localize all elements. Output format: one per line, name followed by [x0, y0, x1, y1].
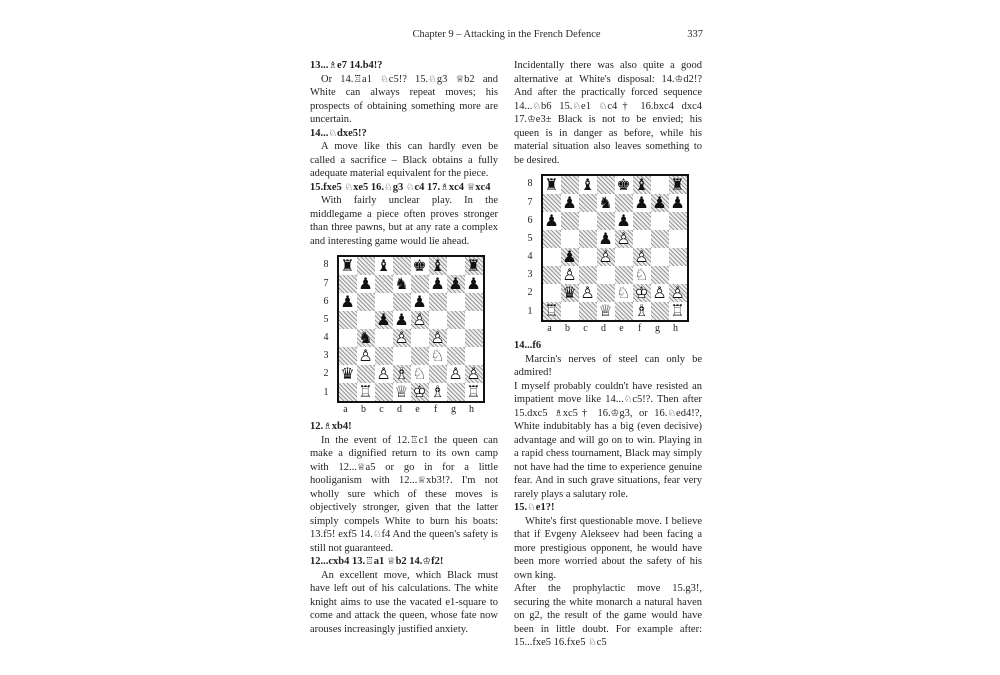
square-b7 — [357, 275, 375, 293]
square-f5 — [429, 311, 447, 329]
black-rook-piece: ♜ — [670, 175, 685, 194]
file-label: e — [619, 323, 624, 334]
square-c8 — [375, 257, 393, 275]
square-f3 — [633, 266, 651, 284]
square-f2 — [633, 284, 651, 302]
square-h1 — [465, 383, 483, 401]
rank-label: 6 — [323, 296, 329, 307]
chess-figurine: ♘ — [623, 394, 633, 405]
paragraph: White's first questionable move. I believe that if Evgeny Alekseev had been facing a more prestigious opponent, he would have been more worried about the safety of his own king. — [514, 515, 702, 581]
chapter-title: Chapter 9 – Attacking in the French Defence — [412, 29, 601, 40]
square-e8 — [615, 176, 633, 194]
black-pawn-piece: ♟ — [670, 193, 685, 212]
square-h8 — [669, 176, 687, 194]
square-h2 — [669, 284, 687, 302]
white-pawn-piece: ♟ ♙ — [634, 248, 648, 266]
square-h8 — [465, 257, 483, 275]
square-c6 — [579, 212, 597, 230]
square-d7 — [597, 194, 615, 212]
square-a7 — [543, 194, 561, 212]
file-label: g — [451, 404, 456, 415]
square-h4 — [669, 248, 687, 266]
white-knight-piece: ♞ ♘ — [634, 266, 648, 284]
white-pawn-piece: ♟ ♙ — [394, 329, 408, 347]
white-king-piece: ♚ ♔ — [634, 284, 648, 302]
paragraph: Incidentally there was also quite a good alternative at White's disposal: 14.♔d2!? And after the practically forced sequence 14...♘b6 15.♘e1 ♘c4† 16.bxc4 dxc4 17.♔e3± Black is not to be envied; his queen is in danger as before, while his material situation also leaves something to be desired. — [514, 60, 703, 166]
square-f7 — [429, 275, 447, 293]
move-line: 13...♗e7 14.b4!? — [310, 60, 383, 71]
square-f4 — [633, 248, 651, 266]
square-e4 — [615, 248, 633, 266]
square-b6 — [357, 293, 375, 311]
black-rook-piece: ♜ — [340, 256, 355, 275]
white-pawn-piece: ♟ ♙ — [376, 365, 390, 383]
black-pawn-piece: ♟ — [430, 274, 445, 293]
chess-figurine: ♘ — [527, 502, 536, 513]
square-f6 — [429, 293, 447, 311]
rank-label: 7 — [323, 278, 329, 289]
square-c3 — [579, 266, 597, 284]
white-bishop-piece: ♝ ♗ — [430, 383, 444, 401]
square-a4 — [339, 329, 357, 347]
black-pawn-piece: ♟ — [652, 193, 667, 212]
square-b4 — [357, 329, 375, 347]
move-line: 15.fxe5 ♘xe5 16.♘g3 ♘c4 17.♗xc4 ♕xc4 — [310, 181, 491, 193]
square-g7 — [651, 194, 669, 212]
rank-label: 7 — [527, 197, 533, 208]
square-e4 — [411, 329, 429, 347]
white-knight-piece: ♞ ♘ — [412, 365, 426, 383]
square-g2 — [447, 365, 465, 383]
black-rook-piece: ♜ — [466, 256, 481, 275]
black-pawn-piece: ♟ — [412, 292, 427, 311]
paragraph: After the prophylactic move 15.g3!, securing the white monarch a natural haven on g2, the result of the game would have been in little doubt. For example after: 15...fxe5 16.fxe5 ♘c5 — [514, 583, 702, 648]
paragraph: In the event of 12.♖c1 the queen can make a dignified return to its own camp with 12...♕a5 or go in for a little hooliganism with 12...♕xb3!?. I'm not wholly sure which of these moves is objectively stronger, given that the latter simply compels White to burn his boats: 13.f5! exf5 14.♘f4 And the queen's safety is still not guaranteed. — [310, 434, 498, 554]
white-queen-piece: ♛ ♕ — [394, 383, 408, 401]
square-d3 — [597, 266, 615, 284]
square-f4 — [429, 329, 447, 347]
black-pawn-piece: ♟ — [616, 211, 631, 230]
square-h1 — [669, 302, 687, 320]
square-f2 — [429, 365, 447, 383]
square-f1 — [633, 302, 651, 320]
rank-label: 2 — [323, 368, 329, 379]
square-b8 — [561, 176, 579, 194]
white-bishop-piece: ♝ ♗ — [394, 365, 408, 383]
square-c2 — [579, 284, 597, 302]
chess-figurine: ♔ — [422, 556, 432, 567]
square-b2 — [357, 365, 375, 383]
black-rook-piece: ♜ — [544, 175, 559, 194]
chess-figurine: ♕ — [455, 73, 465, 85]
chess-diagram — [324, 255, 485, 416]
chess-figurine: ♕ — [356, 461, 366, 473]
square-e1 — [411, 383, 429, 401]
black-pawn-piece: ♟ — [598, 229, 613, 248]
square-h4 — [465, 329, 483, 347]
rank-label: 1 — [527, 306, 533, 317]
rank-label: 8 — [527, 178, 533, 189]
white-pawn-piece: ♟ ♙ — [412, 311, 426, 329]
square-d5 — [393, 311, 411, 329]
square-d7 — [393, 275, 411, 293]
page-number: 337 — [687, 29, 703, 40]
square-a5 — [339, 311, 357, 329]
black-pawn-piece: ♟ — [358, 274, 373, 293]
square-a5 — [543, 230, 561, 248]
square-b3 — [561, 266, 579, 284]
white-knight-piece: ♞ ♘ — [430, 347, 444, 365]
square-a4 — [543, 248, 561, 266]
square-f6 — [633, 212, 651, 230]
white-pawn-piece: ♟ ♙ — [466, 365, 480, 383]
square-c2 — [375, 365, 393, 383]
white-king-piece: ♚ ♔ — [412, 383, 426, 401]
paragraph: Marcin's nerves of steel can only be admired! — [514, 353, 702, 378]
white-rook-piece: ♜ ♖ — [466, 383, 480, 401]
square-e1 — [615, 302, 633, 320]
file-label: g — [655, 323, 660, 334]
square-e3 — [411, 347, 429, 365]
black-bishop-piece: ♝ — [430, 256, 445, 275]
square-f1 — [429, 383, 447, 401]
chess-figurine: ♗ — [328, 60, 338, 71]
file-label: b — [361, 404, 366, 415]
square-d3 — [393, 347, 411, 365]
square-h3 — [465, 347, 483, 365]
file-label: h — [673, 323, 678, 334]
square-d8 — [393, 257, 411, 275]
square-h5 — [669, 230, 687, 248]
chess-figurine: ♗ — [440, 181, 449, 193]
square-g1 — [447, 383, 465, 401]
square-e6 — [411, 293, 429, 311]
chess-figurine: ♘ — [572, 100, 582, 112]
white-pawn-piece: ♟ ♙ — [670, 284, 684, 302]
move-line: 12...cxb4 13.♖a1 ♕b2 14.♔f2! — [310, 556, 444, 567]
chess-figurine: ♘ — [532, 100, 542, 112]
white-bishop-piece: ♝ ♗ — [634, 302, 648, 320]
move-line: 14...f6 — [514, 340, 542, 351]
paragraph: An excellent move, which Black must have left out of his calculations. The white knight aims to use the vacated e1-square to come and attack the queen, whose fate now arouses increasingly justified anxiety. — [310, 569, 498, 635]
square-d8 — [597, 176, 615, 194]
white-knight-piece: ♞ ♘ — [616, 284, 630, 302]
black-bishop-piece: ♝ — [634, 175, 649, 194]
square-f8 — [429, 257, 447, 275]
square-e5 — [615, 230, 633, 248]
move-line: 15.♘e1?! — [514, 502, 555, 513]
square-c8 — [579, 176, 597, 194]
chess-figurine: ♔ — [527, 114, 536, 125]
black-queen-piece: ♛ — [340, 364, 355, 383]
black-pawn-piece: ♟ — [544, 211, 559, 230]
white-pawn-piece: ♟ ♙ — [616, 230, 630, 248]
square-c5 — [375, 311, 393, 329]
square-h6 — [669, 212, 687, 230]
square-g3 — [651, 266, 669, 284]
white-rook-piece: ♜ ♖ — [358, 383, 372, 401]
file-label: c — [379, 404, 384, 415]
square-g5 — [447, 311, 465, 329]
square-c7 — [375, 275, 393, 293]
square-h7 — [465, 275, 483, 293]
square-b8 — [357, 257, 375, 275]
white-rook-piece: ♜ ♖ — [670, 302, 684, 320]
chess-figurine: ♕ — [386, 556, 396, 567]
square-d2 — [393, 365, 411, 383]
square-f3 — [429, 347, 447, 365]
book-page — [310, 28, 703, 650]
square-f7 — [633, 194, 651, 212]
square-g6 — [447, 293, 465, 311]
rank-label: 5 — [323, 314, 329, 325]
chess-figurine: ♘ — [405, 181, 415, 193]
paragraph: Or 14.♖a1 ♘c5!? 15.♘g3 ♕b2 and White can always repeat moves; his prospects of obtaining something more are uncertain. — [310, 73, 498, 125]
black-bishop-piece: ♝ — [580, 175, 595, 194]
square-e7 — [615, 194, 633, 212]
chess-figurine: ♖ — [353, 73, 363, 85]
square-b7 — [561, 194, 579, 212]
square-c1 — [579, 302, 597, 320]
black-pawn-piece: ♟ — [448, 274, 463, 293]
chess-figurine: ♗ — [554, 407, 563, 419]
square-f8 — [633, 176, 651, 194]
chess-figurine: ♔ — [674, 73, 684, 85]
square-d1 — [393, 383, 411, 401]
square-a3 — [543, 266, 561, 284]
black-pawn-piece: ♟ — [466, 274, 481, 293]
rank-label: 5 — [527, 233, 533, 244]
square-e6 — [615, 212, 633, 230]
chess-figurine: ♖ — [409, 434, 419, 446]
file-label: b — [565, 323, 570, 334]
rank-label: 4 — [527, 251, 533, 262]
square-g7 — [447, 275, 465, 293]
rank-label: 3 — [323, 350, 329, 361]
square-g5 — [651, 230, 669, 248]
square-e2 — [615, 284, 633, 302]
square-g4 — [447, 329, 465, 347]
black-pawn-piece: ♟ — [634, 193, 649, 212]
square-e5 — [411, 311, 429, 329]
file-label: a — [547, 323, 552, 334]
rank-label: 2 — [527, 287, 533, 298]
square-g3 — [447, 347, 465, 365]
white-pawn-piece: ♟ ♙ — [598, 248, 612, 266]
square-b5 — [357, 311, 375, 329]
square-g8 — [447, 257, 465, 275]
square-c6 — [375, 293, 393, 311]
square-g8 — [651, 176, 669, 194]
chess-figurine: ♘ — [667, 407, 677, 419]
black-knight-piece: ♞ — [394, 274, 409, 293]
chess-figurine: ♘ — [328, 127, 338, 139]
paragraph: A move like this can hardly even be called a sacrifice – Black obtains a fully adequate material equivalent for the piece. — [310, 141, 498, 179]
square-f5 — [633, 230, 651, 248]
file-label: d — [601, 323, 606, 334]
square-a8 — [339, 257, 357, 275]
file-label: f — [433, 404, 438, 415]
square-g4 — [651, 248, 669, 266]
square-e8 — [411, 257, 429, 275]
square-d2 — [597, 284, 615, 302]
square-b3 — [357, 347, 375, 365]
white-pawn-piece: ♟ ♙ — [652, 284, 666, 302]
file-label: a — [343, 404, 348, 415]
file-label: h — [469, 404, 474, 415]
square-a7 — [339, 275, 357, 293]
square-b2 — [561, 284, 579, 302]
black-pawn-piece: ♟ — [562, 193, 577, 212]
black-king-piece: ♚ — [412, 256, 427, 275]
square-b4 — [561, 248, 579, 266]
square-d4 — [393, 329, 411, 347]
white-pawn-piece: ♟ ♙ — [358, 347, 372, 365]
square-d1 — [597, 302, 615, 320]
square-c5 — [579, 230, 597, 248]
white-pawn-piece: ♟ ♙ — [430, 329, 444, 347]
square-e2 — [411, 365, 429, 383]
chess-figurine: ♘ — [344, 181, 354, 193]
rank-label: 3 — [527, 269, 533, 280]
move-line: 14...♘dxe5!? — [310, 127, 367, 139]
square-a1 — [543, 302, 561, 320]
chess-figurine: ♘ — [372, 529, 382, 540]
chess-figurine: ♘ — [384, 181, 393, 193]
chess-diagram — [528, 174, 689, 335]
text-columns — [310, 59, 703, 650]
rank-label: 1 — [323, 387, 329, 398]
square-b1 — [357, 383, 375, 401]
rank-label: 8 — [323, 259, 329, 270]
black-pawn-piece: ♟ — [376, 310, 391, 329]
square-h6 — [465, 293, 483, 311]
black-knight-piece: ♞ — [358, 328, 373, 347]
black-knight-piece: ♞ — [598, 193, 613, 212]
file-label: f — [637, 323, 642, 334]
white-rook-piece: ♜ ♖ — [544, 302, 558, 320]
square-b6 — [561, 212, 579, 230]
paragraph: I myself probably couldn't have resisted an impatient move like 14...♘c5!?. Then after 15.dxc5 ♗xc5† 16.♔g3, or 16.♘ed4!?, White indubitably has a big (even decisive) advantage and will go on to win. Playing in a rapid chess tournament, Black may simply not have had the time to experience genuine fear. And in such grave situations, fear very rarely plays a salutary role. — [514, 380, 702, 500]
square-h5 — [465, 311, 483, 329]
square-e7 — [411, 275, 429, 293]
black-pawn-piece: ♟ — [340, 292, 355, 311]
black-queen-piece: ♛ — [562, 283, 577, 302]
black-bishop-piece: ♝ — [376, 256, 391, 275]
square-d4 — [597, 248, 615, 266]
square-a2 — [543, 284, 561, 302]
square-e3 — [615, 266, 633, 284]
rank-label: 4 — [323, 332, 329, 343]
chess-figurine: ♗ — [323, 421, 332, 432]
page-header — [310, 28, 703, 42]
square-c4 — [579, 248, 597, 266]
square-g6 — [651, 212, 669, 230]
left-column — [310, 59, 498, 650]
chess-figurine: ♘ — [428, 73, 437, 85]
file-label: d — [397, 404, 402, 415]
square-d5 — [597, 230, 615, 248]
square-d6 — [597, 212, 615, 230]
square-a2 — [339, 365, 357, 383]
square-c7 — [579, 194, 597, 212]
square-d6 — [393, 293, 411, 311]
square-h7 — [669, 194, 687, 212]
move-line: 12.♗xb4! — [310, 421, 352, 432]
black-pawn-piece: ♟ — [394, 310, 409, 329]
chess-figurine: ♕ — [466, 181, 476, 193]
black-king-piece: ♚ — [616, 175, 631, 194]
file-label: c — [583, 323, 588, 334]
black-pawn-piece: ♟ — [562, 247, 577, 266]
square-a3 — [339, 347, 357, 365]
white-pawn-piece: ♟ ♙ — [562, 266, 576, 284]
chess-figurine: ♘ — [598, 100, 608, 112]
square-a8 — [543, 176, 561, 194]
square-c1 — [375, 383, 393, 401]
square-a1 — [339, 383, 357, 401]
square-a6 — [543, 212, 561, 230]
file-label: e — [415, 404, 420, 415]
paragraph: With fairly unclear play. In the middlegame a piece often proves stronger than three pawns, but at any rate a complex and interesting game would lie ahead. — [310, 195, 498, 247]
white-pawn-piece: ♟ ♙ — [448, 365, 462, 383]
square-b1 — [561, 302, 579, 320]
square-a6 — [339, 293, 357, 311]
chess-figurine: ♔ — [610, 407, 620, 419]
square-c4 — [375, 329, 393, 347]
square-g1 — [651, 302, 669, 320]
right-column — [514, 59, 702, 650]
square-c3 — [375, 347, 393, 365]
square-h3 — [669, 266, 687, 284]
white-pawn-piece: ♟ ♙ — [580, 284, 594, 302]
chess-figurine: ♘ — [588, 637, 597, 648]
rank-label: 6 — [527, 215, 533, 226]
square-b5 — [561, 230, 579, 248]
chess-figurine: ♘ — [380, 73, 389, 85]
white-queen-piece: ♛ ♕ — [598, 302, 612, 320]
chess-figurine: ♖ — [365, 556, 374, 567]
square-h2 — [465, 365, 483, 383]
square-g2 — [651, 284, 669, 302]
chess-figurine: ♕ — [417, 475, 427, 486]
